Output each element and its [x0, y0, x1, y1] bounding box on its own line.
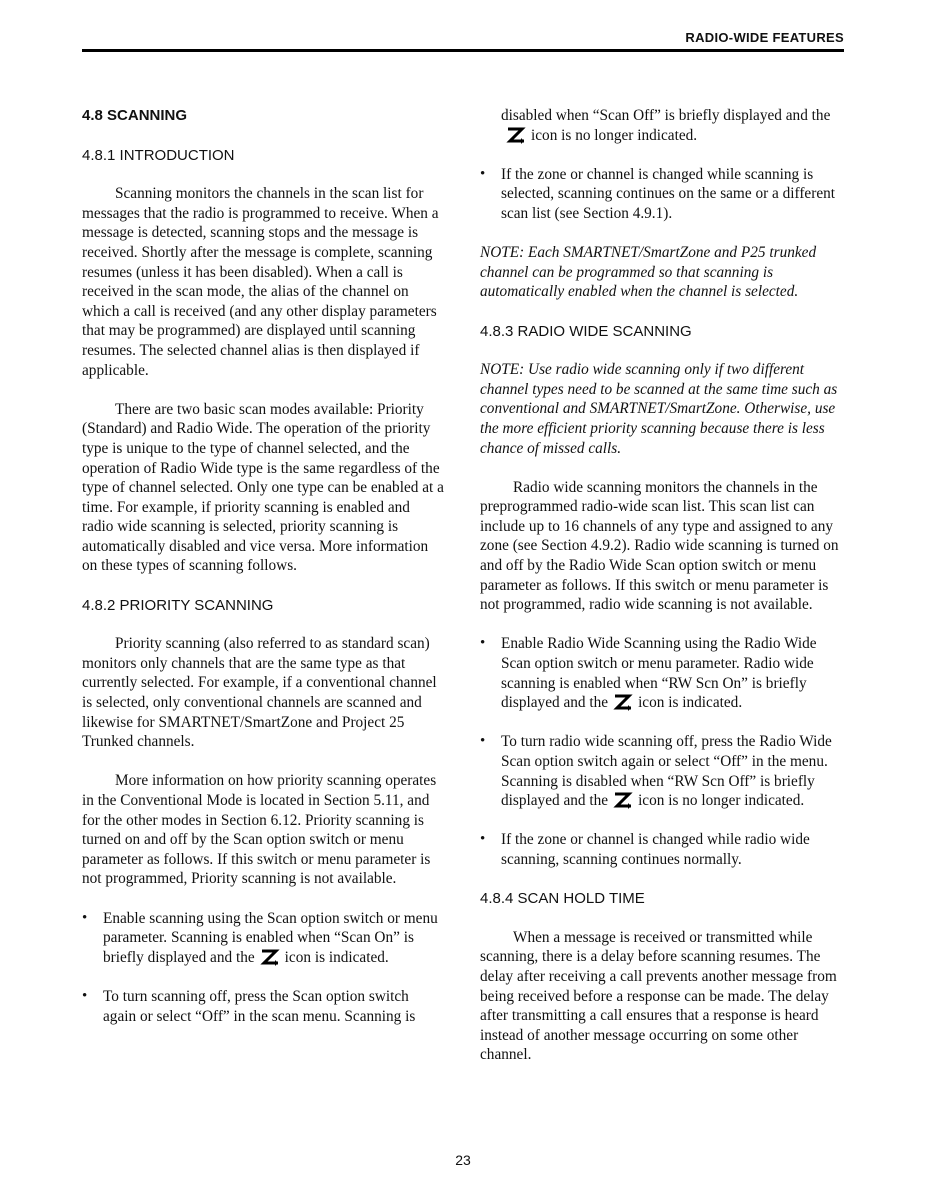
- radio-wide-heading: 4.8.3 RADIO WIDE SCANNING: [480, 322, 692, 340]
- bullet-enable-scan: [82, 909, 445, 968]
- running-header: RADIO-WIDE FEATURES: [685, 30, 844, 45]
- page-number: 23: [455, 1152, 471, 1168]
- bullet-text: If the zone or channel is changed while scanning is selected, scanning continues on the same or a different scan list (see Section 4.9.1).: [501, 165, 836, 222]
- bullet-text: To turn radio wide scanning off, press the Radio Wide Scan option switch again or select “Off” in the menu. Scanning is disabled when “RW Scn Off” is briefly displayed and the: [501, 733, 832, 810]
- bullet-disable-scan-continued: [480, 106, 843, 145]
- right-column: [480, 106, 843, 1085]
- note-radio-wide: NOTE: Use radio wide scanning only if two different channel types need to be scanned at the same time such as conventional and SMARTNET/SmartZone. Otherwise, use the more efficient priority scanning because there is less chance of missed calls.: [480, 361, 838, 457]
- bullet-text: If the zone or channel is changed while radio wide scanning, scanning continues normally.: [501, 831, 810, 868]
- scan-hold-paragraph: When a message is received or transmitted while scanning, there is a delay before scanning resumes. The delay after receiving a call prevents another message from being received before a response can be made. The delay after transmitting a call ensures that a response is heard instead of another message occurring on some other channel.: [480, 928, 837, 1064]
- bullet-text: icon is no longer indicated.: [638, 792, 805, 810]
- bullet-text: To turn scanning off, press the Scan option switch again or select “Off” in the scan menu. Scanning is: [103, 987, 416, 1025]
- priority-paragraph-2: More information on how priority scanning operates in the Conventional Mode is located in Section 5.11, and for the other modes in Section 6.12. Priority scanning is turned on and off by the Scan option switch or menu parameter as follows. If this switch or menu parameter is not programmed, Priority scanning is not available.: [82, 772, 437, 888]
- bullet-text: Enable scanning using the Scan option switch or menu parameter. Scanning is enabled when “Scan On” is briefly displayed and the: [103, 909, 438, 966]
- scan-z-icon: [612, 693, 634, 711]
- priority-heading: 4.8.2 PRIORITY SCANNING: [82, 596, 274, 614]
- left-column: [82, 106, 445, 1046]
- intro-paragraph-1: Scanning monitors the channels in the scan list for messages that the radio is programmed to receive. When a message is detected, scanning stops and the message is received. Shortly after the message is complete, scanning resumes (unless it has been disabled). When a call is received in the scan mode, the alias of the channel on which a call is received (and any other display parameters that may be programmed) are displayed until scanning resumes. The selected channel alias is then displayed if applicable.: [82, 185, 439, 379]
- bullet-text: Enable Radio Wide Scanning using the Radio Wide Scan option switch or menu parameter. Radio wide scanning is enabled when “RW Scn On” is briefly displayed and the: [501, 635, 817, 712]
- bullet-zone-change: [480, 165, 843, 224]
- radio-wide-paragraph: Radio wide scanning monitors the channels in the preprogrammed radio-wide scan list. This scan list can include up to 16 channels of any type and assigned to any zone (see Section 4.9.2). Radio wide scanning is turned on and off by the Radio Wide Scan option switch or menu parameter as follows. If this switch or menu parameter is not programmed, radio wide scanning is not available.: [480, 478, 839, 614]
- note-trunked: NOTE: Each SMARTNET/SmartZone and P25 trunked channel can be programmed so that scanning is automatically enabled when the channel is selected.: [480, 244, 817, 301]
- intro-paragraph-2: There are two basic scan modes available: Priority (Standard) and Radio Wide. The operation of the priority type is unique to the type of channel selected, and the operation of Radio Wide type is the same regardless of the type of channel selected. Only one type can be enabled at a time. For example, if priority scanning is enabled and radio wide scanning is selected, priority scanning is automatically disabled and vice versa. More information on these types of scanning follows.: [82, 400, 444, 575]
- bullet-text: icon is no longer indicated.: [531, 126, 698, 144]
- scan-hold-heading: 4.8.4 SCAN HOLD TIME: [480, 890, 645, 908]
- bullet-text: icon is indicated.: [638, 694, 743, 712]
- bullet-disable-rw-scan: [480, 732, 843, 810]
- bullet-text: disabled when “Scan Off” is briefly displayed and the: [501, 107, 831, 124]
- header-rule: [82, 49, 844, 52]
- bullet-enable-rw-scan: [480, 634, 843, 712]
- bullet-disable-scan: [82, 987, 445, 1026]
- scan-z-icon: [259, 948, 281, 966]
- scan-z-icon: [505, 126, 527, 144]
- bullet-rw-zone-change: [480, 830, 843, 869]
- priority-paragraph-1: Priority scanning (also referred to as standard scan) monitors only channels that are the same type as that currently selected. For example, if a conventional channel is selected, only conventional channels are scanned and likewise for SMARTNET/SmartZone and Project 25 Trunked channels.: [82, 635, 437, 751]
- intro-heading: 4.8.1 INTRODUCTION: [82, 146, 235, 164]
- scan-z-icon: [612, 791, 634, 809]
- bullet-text: icon is indicated.: [284, 948, 389, 966]
- section-title: 4.8 SCANNING: [82, 107, 188, 124]
